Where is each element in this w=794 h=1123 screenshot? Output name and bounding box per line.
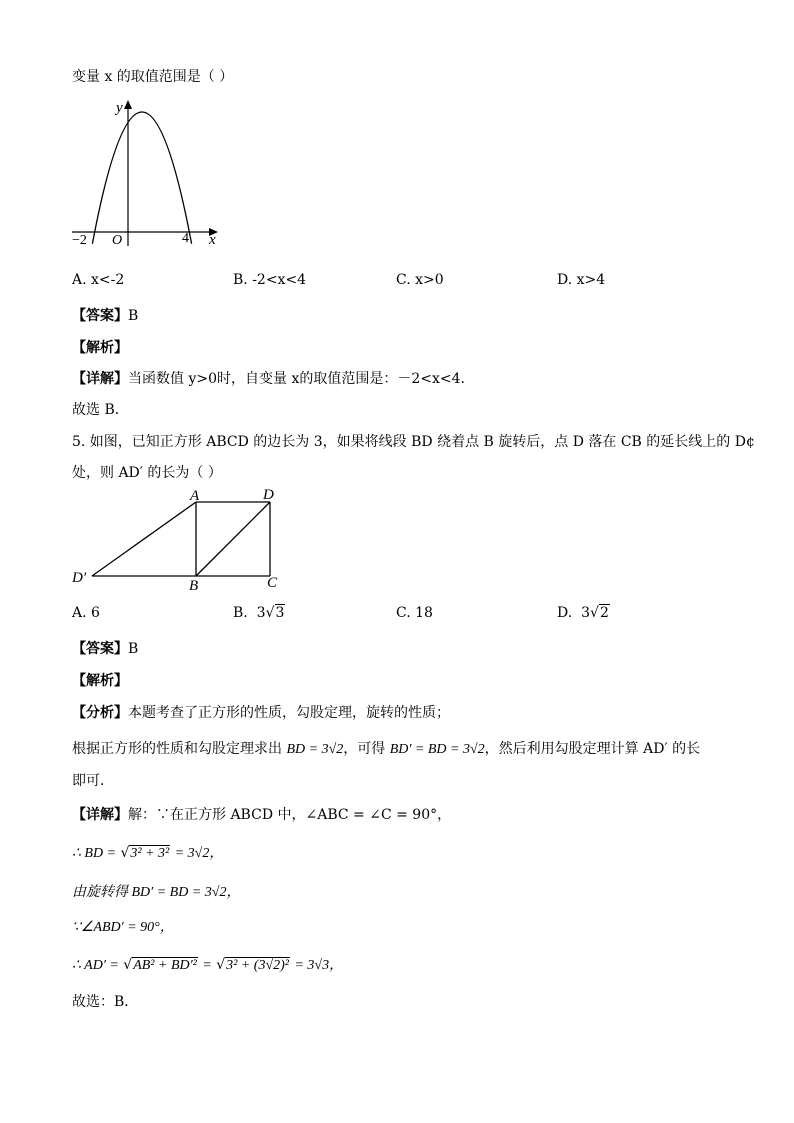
label-D-prime: D′ — [72, 570, 87, 586]
graph-left-root: −2 — [72, 233, 87, 248]
q5-para2: 即可． — [72, 773, 114, 789]
graph-origin: O — [112, 233, 123, 248]
label-A: A — [190, 488, 200, 504]
q5-analysis-tag: 【解析】 — [72, 673, 128, 689]
label-B: B — [189, 578, 199, 594]
q4-option-c: C. x>0 — [396, 272, 444, 288]
label-C: C — [267, 575, 278, 591]
q5-fenxi-tag: 【分析】 — [72, 705, 128, 721]
eq-bd-prime: BD′ = BD = 3√2 — [389, 742, 485, 757]
q5-step3: ∵∠ABD′ = 90°， — [72, 920, 174, 935]
graph-y-label: y — [116, 100, 123, 116]
q5-answer-tag: 【答案】 — [72, 641, 128, 657]
q5-option-b: B. 3√3 — [233, 605, 285, 621]
q5-answer-line — [72, 639, 138, 659]
q5-para1: 根据正方形的性质和勾股定理求出 BD = 3√2，可得 BD′ = BD = 3√2，然后利用勾股定理计算 AD′ 的长 — [72, 741, 701, 757]
sqrt-symbol: √3² + (3√2)² — [216, 957, 290, 973]
q5-detail-text: 解：∵在正方形 ABCD 中，∠ABC = ∠C = 90°， — [128, 807, 452, 823]
q5-option-a: A. 6 — [72, 605, 100, 621]
q5-fenxi-text: 本题考查了正方形的性质，勾股定理，旋转的性质； — [128, 705, 450, 721]
eq-bd: BD = 3√2 — [286, 742, 344, 757]
q4-detail-tag: 【详解】 — [72, 371, 128, 387]
q4-answer-tag: 【答案】 — [72, 308, 128, 324]
q4-option-a: A. x<-2 — [72, 272, 125, 288]
q5-choose: 故选：B． — [72, 994, 139, 1010]
q5-step4: ∴ AD′ = √AB² + BD′² = √3² + (3√2)² = 3√3， — [72, 955, 343, 976]
label-D: D — [263, 487, 274, 503]
q4-analysis-tag: 【解析】 — [72, 340, 128, 356]
q4-answer-line — [72, 306, 138, 326]
q4-stem-tail: 变量 x 的取值范围是（ ） — [72, 69, 234, 85]
sqrt-symbol: √3² + 3² — [120, 845, 170, 861]
graph-x-label: x — [209, 232, 216, 248]
q5-fenxi-line — [72, 703, 450, 723]
q5-option-d: D. 3√2 — [557, 605, 609, 621]
q5-answer: B — [128, 641, 139, 657]
sqrt-symbol: √3 — [265, 605, 285, 621]
q4-choose: 故选 B． — [72, 402, 129, 418]
q5-step2: 由旋转得 BD′ = BD = 3√2， — [72, 885, 241, 900]
sqrt-symbol: √AB² + BD′² — [123, 957, 197, 973]
q4-detail-line — [72, 369, 475, 389]
q4-detail-text: 当函数值 y>0时，自变量 x的取值范围是：－2<x<4． — [128, 371, 475, 387]
q5-detail-line — [72, 805, 451, 825]
q5-stem-line1: 5. 如图，已知正方形 ABCD 的边长为 3，如果将线段 BD 绕着点 B 旋转后，点 D 落在 CB 的延长线上的 D¢ — [72, 434, 755, 450]
parabola-graph — [68, 96, 228, 248]
q4-answer: B — [128, 308, 139, 324]
q5-stem-line2: 处，则 AD′ 的长为（ ） — [72, 465, 222, 481]
square-rotation-figure — [66, 484, 286, 594]
graph-right-root: 4 — [182, 231, 189, 246]
sqrt-symbol: √2 — [590, 605, 609, 621]
q5-option-c: C. 18 — [396, 605, 433, 621]
q5-detail-tag: 【详解】 — [72, 807, 128, 823]
q5-step1: ∴ BD = √3² + 3² = 3√2， — [72, 843, 223, 864]
q4-option-d: D. x>4 — [557, 272, 606, 288]
q4-option-b: B. -2<x<4 — [233, 272, 307, 288]
